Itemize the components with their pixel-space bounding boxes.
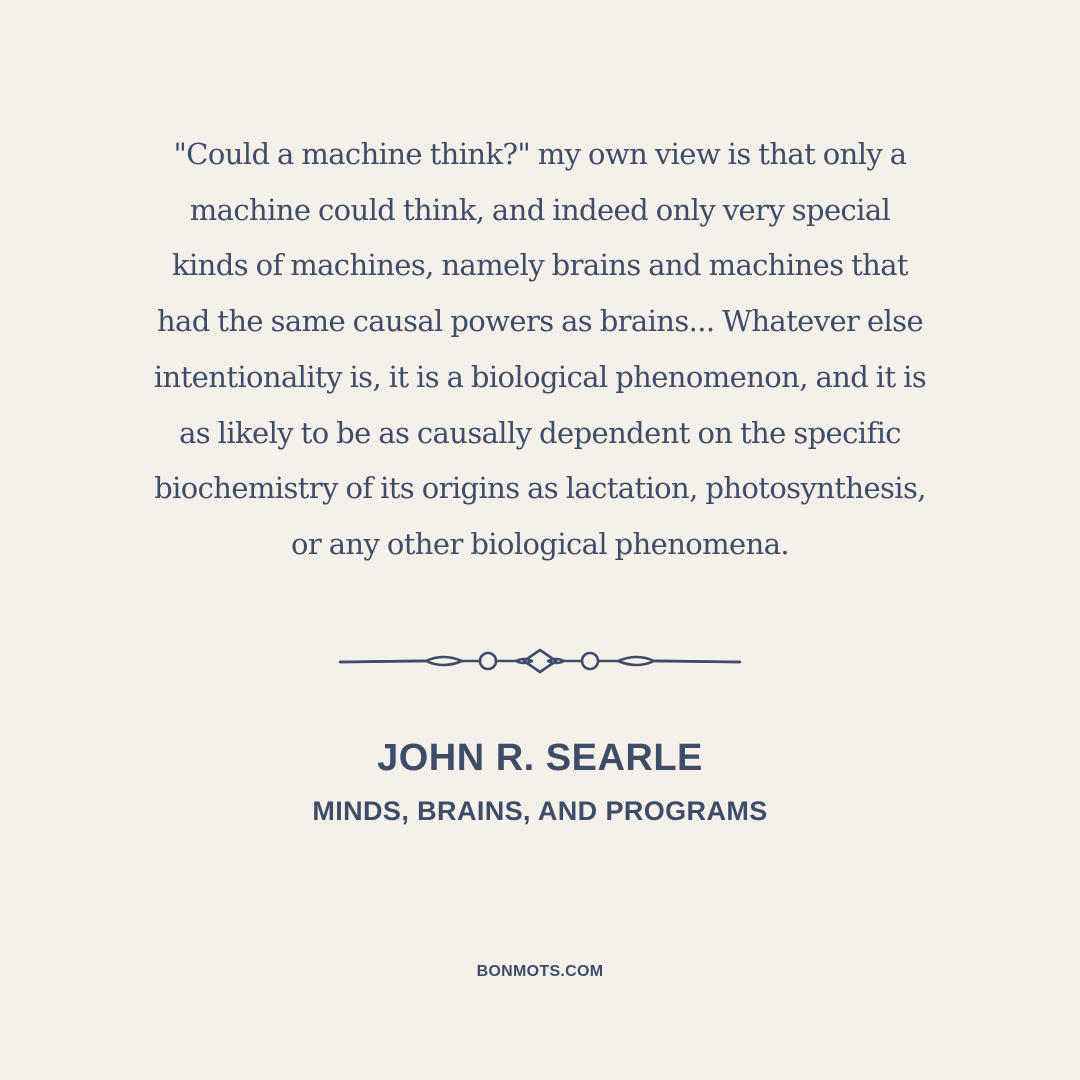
site-credit: BONMOTS.COM <box>476 963 604 980</box>
quote-line: biochemistry of its origins as lactation, photosynthesis, <box>154 471 926 506</box>
quote-line: or any other biological phenomena. <box>290 526 790 561</box>
quote-line: "Could a machine think?" my own view is that only a <box>173 137 907 171</box>
quote-text <box>90 127 990 573</box>
quote-line: as likely to be as causally dependent on the specific <box>179 415 901 450</box>
quote-line: kinds of machines, namely brains and machines that <box>172 248 908 283</box>
quote-line: machine could think, and indeed only very special <box>189 192 891 227</box>
author-name: JOHN R. SEARLE <box>377 737 703 779</box>
ornamental-divider-icon <box>338 648 742 676</box>
source-title: MINDS, BRAINS, AND PROGRAMS <box>312 796 768 826</box>
quote-line: intentionality is, it is a biological phenomenon, and it is <box>153 359 927 394</box>
quote-line: had the same causal powers as brains... Whatever else <box>156 304 924 339</box>
